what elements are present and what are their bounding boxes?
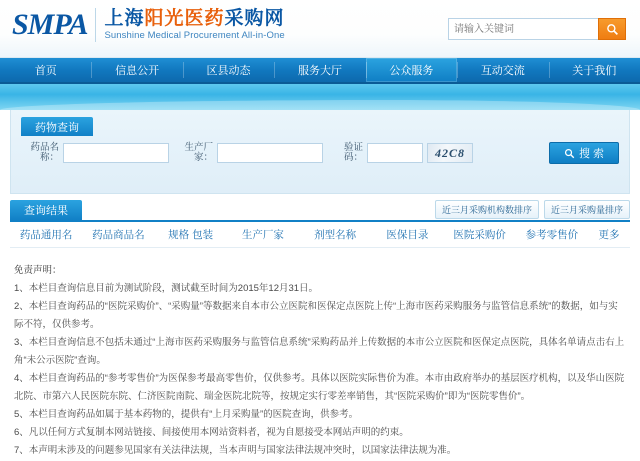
column-spec-package[interactable]: 规格 包装 — [168, 229, 214, 241]
drug-query-form — [21, 142, 619, 164]
rank-button-group — [435, 200, 630, 220]
column-reference-retail-price[interactable]: 参考零售价 — [525, 229, 579, 241]
sort-by-purchase-volume-button[interactable]: 近三月采购量排序 — [544, 200, 630, 219]
logo-chinese-name — [104, 9, 284, 29]
disclaimer-item: 4、本栏目查询药品的“参考零售价”为医保参考最高零售价，仅供参考。具体以医院实际售价为准。本市由政府举办的基层医疗机构，以及华山医院北院、市第六人民医院东院、仁济医院南院、瑞金医院北院等，按规定实行零差率销售，其“医院采购价”即为“医院零售价”。 — [14, 373, 625, 403]
column-manufacturer[interactable]: 生产厂家 — [241, 229, 284, 241]
results-header-bar — [10, 200, 630, 222]
captcha-label: 验证码： — [343, 142, 363, 163]
field-drug-name — [21, 143, 169, 163]
logo-cn-pre: 上海 — [104, 8, 145, 30]
search-submit-button[interactable] — [598, 18, 626, 40]
nav-item-about-us[interactable]: 关于我们 — [549, 58, 640, 82]
manufacturer-input[interactable] — [217, 143, 323, 163]
site-header — [0, 0, 640, 58]
logo-text-block — [104, 9, 284, 41]
logo-cn-highlight: 阳光医药 — [144, 8, 225, 30]
captcha-input[interactable] — [367, 143, 423, 163]
column-dosage-form[interactable]: 剂型名称 — [314, 229, 357, 241]
search-icon — [564, 148, 575, 159]
logo-abbreviation: SMPA — [12, 8, 88, 41]
site-search — [448, 18, 626, 40]
main-nav — [0, 58, 640, 84]
results-column-headers — [10, 222, 630, 248]
disclaimer-item: 7、本声明未涉及的问题参见国家有关法律法规，当本声明与国家法律法规冲突时，以国家法律法规为准。 — [14, 445, 457, 457]
column-hospital-purchase-price[interactable]: 医院采购价 — [453, 229, 506, 241]
column-insurance-catalog[interactable]: 医保目录 — [386, 229, 429, 241]
disclaimer-item: 2、本栏目查询药品的“医院采购价”、“采购量”等数据来自本市公立医院和医保定点医院上传“上海市医药采购服务与监管信息系统”的数据，如与实际不符，仅供参考。 — [14, 301, 618, 331]
manufacturer-label: 生产厂家： — [184, 142, 213, 163]
nav-item-interaction[interactable]: 互动交流 — [457, 58, 548, 82]
drug-query-panel — [10, 110, 630, 194]
disclaimer-item: 1、本栏目查询信息目前为测试阶段，测试截至时间为2015年12月31日。 — [14, 283, 319, 295]
captcha-image[interactable]: 42C8 — [427, 143, 473, 163]
search-icon — [606, 23, 619, 36]
column-generic-name[interactable]: 药品通用名 — [19, 229, 73, 241]
field-manufacturer — [175, 143, 323, 163]
disclaimer-item: 5、本栏目查询药品如属于基本药物的，提供有“上月采购量”的医院查询，供参考。 — [14, 409, 359, 421]
sort-by-institution-count-button[interactable]: 近三月采购机构数排序 — [435, 200, 539, 219]
drug-search-button[interactable] — [549, 142, 619, 164]
nav-item-home[interactable]: 首页 — [34, 65, 57, 77]
drug-query-tab[interactable]: 药物查询 — [21, 117, 93, 136]
search-input[interactable] — [448, 18, 598, 40]
nav-item-info-disclosure[interactable]: 信息公开 — [91, 58, 182, 82]
disclaimer-item: 6、凡以任何方式复制本网站链接、间接使用本网站资料者，视为自愿接受本网站声明的约束。 — [14, 427, 409, 439]
drug-search-button-label: 搜 索 — [578, 148, 604, 160]
disclaimer-title: 免责声明： — [14, 265, 62, 276]
logo-cn-post: 采购网 — [224, 8, 285, 30]
disclaimer-item: 3、本栏目查询信息不包括未通过“上海市医药采购服务与监管信息系统”采购药品并上传数据的本市公立医院和医保定点医院，具体名单请点击右上角“未公示医院”查询。 — [14, 337, 625, 367]
nav-item-district-news[interactable]: 区县动态 — [183, 58, 274, 82]
disclaimer-block — [14, 262, 626, 461]
site-logo[interactable] — [12, 8, 285, 42]
results-tab[interactable]: 查询结果 — [10, 200, 82, 220]
drug-name-label: 药品名称： — [30, 142, 59, 163]
field-captcha — [329, 143, 473, 163]
logo-english-name: Sunshine Medical Procurement All-in-One — [104, 29, 285, 41]
drug-name-input[interactable] — [63, 143, 169, 163]
decorative-banner — [0, 84, 640, 110]
logo-divider — [95, 8, 96, 42]
nav-item-public-service[interactable]: 公众服务 — [366, 58, 457, 82]
column-brand-name[interactable]: 药品商品名 — [92, 229, 145, 241]
column-more[interactable]: 更多 — [598, 229, 620, 241]
nav-item-service-hall[interactable]: 服务大厅 — [274, 58, 365, 82]
